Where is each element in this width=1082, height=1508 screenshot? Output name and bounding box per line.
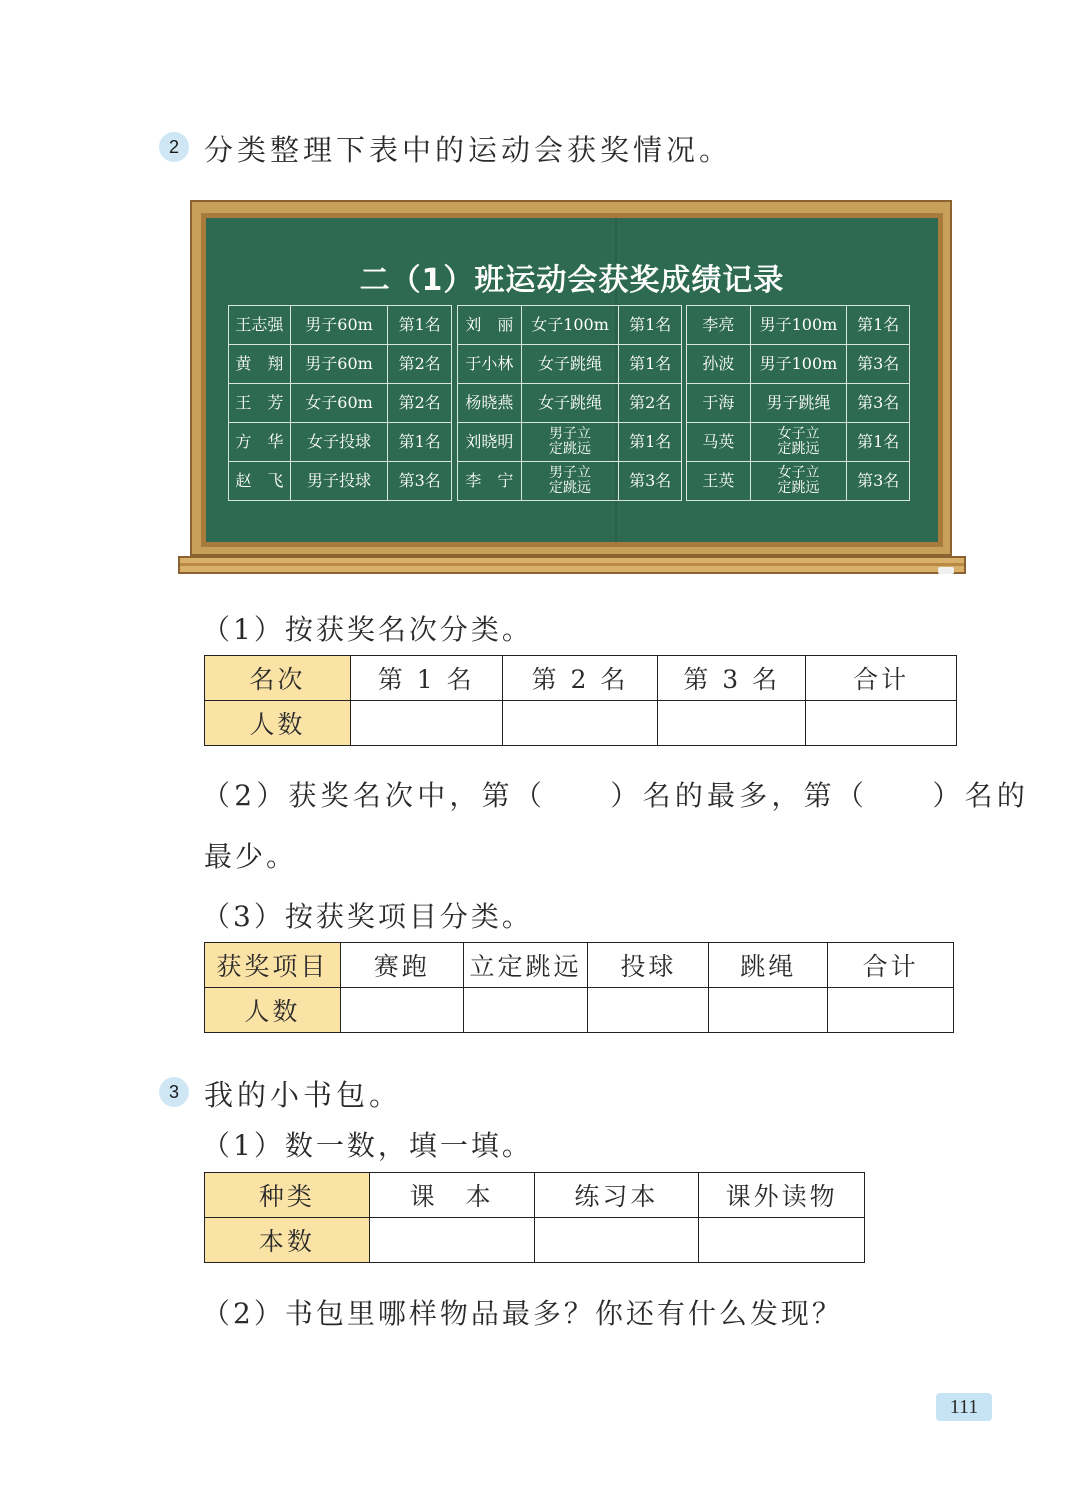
table-header-cell: 跳绳: [709, 943, 828, 988]
record-name-cell: 王志强: [229, 306, 291, 345]
record-row: [458, 462, 682, 501]
record-row: [229, 345, 452, 384]
table-header-cell: 种类: [205, 1173, 370, 1218]
record-table-2: [457, 305, 682, 501]
record-row: [458, 384, 682, 423]
answer-cell[interactable]: [806, 701, 957, 746]
record-rank-cell: 第3名: [388, 462, 452, 501]
record-row: [687, 462, 910, 501]
blackboard-ledge-stripe: [180, 563, 964, 566]
record-row: [458, 345, 682, 384]
record-row: [687, 345, 910, 384]
record-rank-cell: 第1名: [619, 345, 682, 384]
record-name-cell: 黄 翔: [229, 345, 291, 384]
table-header-cell: 合计: [828, 943, 954, 988]
event-table-header-row: [205, 943, 954, 988]
record-name-cell: 于海: [687, 384, 751, 423]
answer-cell[interactable]: [502, 701, 658, 746]
record-row: [229, 462, 452, 501]
question-number-badge: [159, 132, 189, 162]
event-table-answer-row: [205, 988, 954, 1033]
question-number-badge: [159, 1077, 189, 1107]
record-event-line: 女子立: [777, 465, 820, 482]
record-rank-cell: 第3名: [619, 462, 682, 501]
record-event-line: 定跳远: [777, 441, 820, 457]
question-text: 分类整理下表中的运动会获奖情况。: [204, 133, 733, 167]
page-number: 111: [949, 1395, 979, 1418]
record-row: [229, 306, 452, 345]
record-rank-cell: 第1名: [388, 423, 452, 462]
bag-table-header-row: [205, 1173, 865, 1218]
record-name-cell: 刘晓明: [458, 423, 522, 462]
record-event-line: 定跳远: [549, 480, 592, 496]
table-header-cell: 立定跳远: [463, 943, 588, 988]
record-event-cell: 女子100m: [521, 306, 619, 345]
record-rank-cell: 第1名: [847, 423, 910, 462]
record-event-cell: 女子投球: [290, 423, 388, 462]
record-rank-cell: 第2名: [388, 345, 452, 384]
chalk-icon: [938, 567, 954, 574]
table-header-cell: 课外读物: [699, 1173, 865, 1218]
record-rank-cell: 第2名: [388, 384, 452, 423]
record-event-cell: [521, 423, 619, 462]
record-name-cell: 刘 丽: [458, 306, 522, 345]
record-row: [229, 384, 452, 423]
question-number: 3: [168, 1081, 179, 1102]
record-rank-cell: 第3名: [847, 384, 910, 423]
record-name-cell: 方 华: [229, 423, 291, 462]
record-rank-cell: 第1名: [619, 423, 682, 462]
record-event-cell: 女子跳绳: [521, 345, 619, 384]
record-event-cell: [750, 462, 847, 501]
record-event-cell: 女子跳绳: [521, 384, 619, 423]
table-header-cell: 名次: [205, 656, 351, 701]
record-row: [687, 423, 910, 462]
record-rank-cell: 第3名: [847, 345, 910, 384]
table-header-cell: 获奖项目: [205, 943, 341, 988]
record-name-cell: 孙波: [687, 345, 751, 384]
answer-cell[interactable]: [463, 988, 588, 1033]
record-name-cell: 马英: [687, 423, 751, 462]
record-event-cell: 男子投球: [290, 462, 388, 501]
table-header-cell: 投球: [588, 943, 709, 988]
part1-text: （1）按获奖名次分类。: [202, 613, 533, 646]
record-event-cell: 女子60m: [290, 384, 388, 423]
record-rank-cell: 第3名: [847, 462, 910, 501]
record-event-cell: [521, 462, 619, 501]
record-name-cell: 王英: [687, 462, 751, 501]
record-table-1: [228, 305, 452, 501]
record-row: [229, 423, 452, 462]
rank-table-header-row: [205, 656, 957, 701]
record-event-line: 定跳远: [777, 480, 820, 496]
record-event-cell: 男子60m: [290, 306, 388, 345]
record-event-cell: 男子60m: [290, 345, 388, 384]
row-label: 人数: [205, 988, 341, 1033]
record-row: [687, 306, 910, 345]
record-event-cell: [750, 423, 847, 462]
rank-table: [204, 655, 957, 746]
bag-table-answer-row: [205, 1218, 865, 1263]
answer-cell[interactable]: [340, 988, 463, 1033]
row-label: 本数: [205, 1218, 370, 1263]
record-rank-cell: 第1名: [388, 306, 452, 345]
part1-text: （1）数一数，填一填。: [202, 1129, 533, 1162]
table-header-cell: 课 本: [369, 1173, 534, 1218]
question-text: 我的小书包。: [204, 1078, 403, 1112]
record-rank-cell: 第2名: [619, 384, 682, 423]
record-row: [687, 384, 910, 423]
record-event-line: 女子立: [777, 426, 820, 443]
record-name-cell: 王 芳: [229, 384, 291, 423]
part2-line2: 最少。: [204, 840, 298, 873]
record-event-cell: 男子100m: [750, 345, 847, 384]
part2-line1: （2）获奖名次中，第（ ）名的最多，第（ ）名的: [202, 779, 1030, 812]
record-event-cell: 男子跳绳: [750, 384, 847, 423]
answer-cell[interactable]: [588, 988, 709, 1033]
table-header-cell: 第 3 名: [658, 656, 806, 701]
answer-cell[interactable]: [350, 701, 502, 746]
record-event-cell: 男子100m: [750, 306, 847, 345]
record-name-cell: 于小林: [458, 345, 522, 384]
row-label: 人数: [205, 701, 351, 746]
rank-table-answer-row: [205, 701, 957, 746]
record-name-cell: 李 宁: [458, 462, 522, 501]
record-rank-cell: 第1名: [619, 306, 682, 345]
answer-cell[interactable]: [534, 1218, 699, 1263]
board-title: 二（1）班运动会获奖成绩记录: [359, 263, 785, 298]
record-event-line: 定跳远: [549, 441, 592, 457]
event-table: [204, 942, 954, 1033]
part2-text: （2）书包里哪样物品最多？你还有什么发现？: [202, 1297, 843, 1330]
answer-cell[interactable]: [658, 701, 806, 746]
answer-cell[interactable]: [369, 1218, 534, 1263]
table-header-cell: 赛跑: [340, 943, 463, 988]
record-name-cell: 赵 飞: [229, 462, 291, 501]
bag-table: [204, 1172, 865, 1263]
answer-cell[interactable]: [709, 988, 828, 1033]
record-row: [458, 423, 682, 462]
question-number: 2: [168, 136, 179, 157]
record-table-3: [686, 305, 910, 501]
answer-cell[interactable]: [828, 988, 954, 1033]
page-number-badge: [936, 1393, 992, 1421]
table-header-cell: 第 2 名: [502, 656, 658, 701]
table-header-cell: 合计: [806, 656, 957, 701]
table-header-cell: 练习本: [534, 1173, 699, 1218]
record-name-cell: 杨晓燕: [458, 384, 522, 423]
record-rank-cell: 第1名: [847, 306, 910, 345]
record-name-cell: 李亮: [687, 306, 751, 345]
answer-cell[interactable]: [699, 1218, 865, 1263]
record-event-line: 男子立: [549, 465, 592, 482]
table-header-cell: 第 1 名: [350, 656, 502, 701]
record-row: [458, 306, 682, 345]
record-event-line: 男子立: [549, 426, 592, 443]
part3-text: （3）按获奖项目分类。: [202, 900, 533, 933]
